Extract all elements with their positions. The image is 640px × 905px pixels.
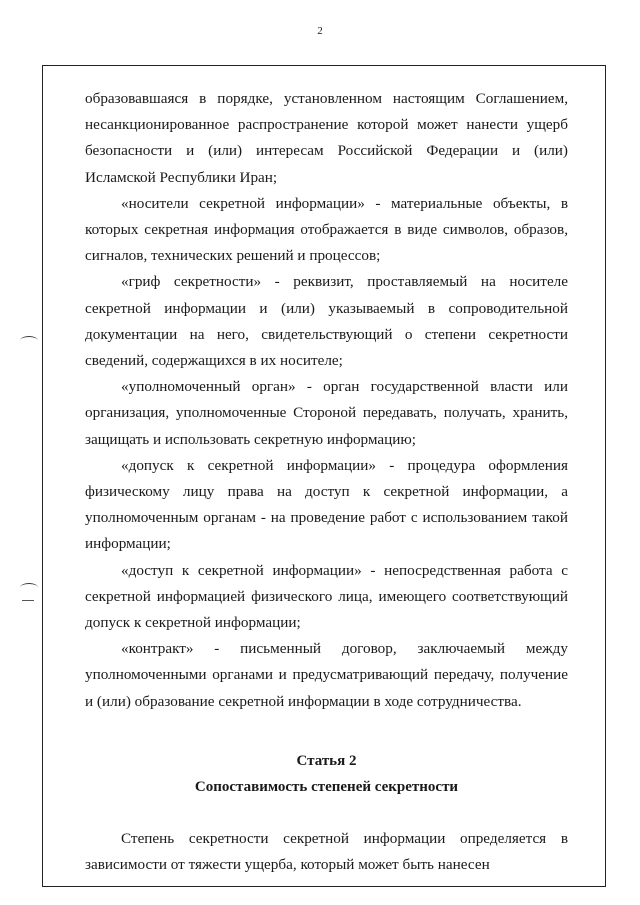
paragraph-continuation: образовавшаяся в порядке, установленном настоящим Соглашением, несанкционированное распространение которой может нанести ущерб безопасности и (или) интересам Российской Федерации и (или) Исламской Республики Иран; [85,90,568,186]
document-body [85,86,568,879]
spacer [85,800,568,826]
article-number: Статья 2 [296,752,357,769]
article-paragraph: Степень секретности секретной информации определяется в зависимости от тяжести ущерба, который может быть нанесен [85,830,568,874]
page-number: 2 [317,25,323,37]
definition-access: «доступ к секретной информации» - непосредственная работа с секретной информацией физического лица, имеющего соответствующий допуск к секретной информации; [85,561,568,632]
article-title: Сопоставимость степеней секретности [194,779,459,796]
scan-artifact [20,336,38,345]
scan-artifact [20,583,38,592]
definition-media: «носители секретной информации» - материальные объекты, в которых секретная информация отображается в виде символов, образов, сигналов, технических решений и процессов; [85,194,568,265]
definition-contract: «контракт» - письменный договор, заключаемый между уполномоченными органами и предусматривающий передачу, получение и (или) образование секретной информации в ходе сотрудничества. [85,640,568,710]
definition-classification-mark: «гриф секретности» - реквизит, проставляемый на носителе секретной информации и (или) указываемый в сопроводительной документации на него, свидетельствующий о степени секретности сведений, содержащихся в их носителе; [85,273,568,370]
definition-authorized-body: «уполномоченный орган» - орган государственной власти или организация, уполномоченные Стороной передавать, получать, хранить, защищать и использовать секретную информацию; [85,378,568,448]
scan-artifact [22,600,34,609]
definition-clearance: «допуск к секретной информации» - процедура оформления физическому лицу права на доступ к секретной информации, а уполномоченным органам - на проведение работ с использованием такой информации; [85,456,568,553]
